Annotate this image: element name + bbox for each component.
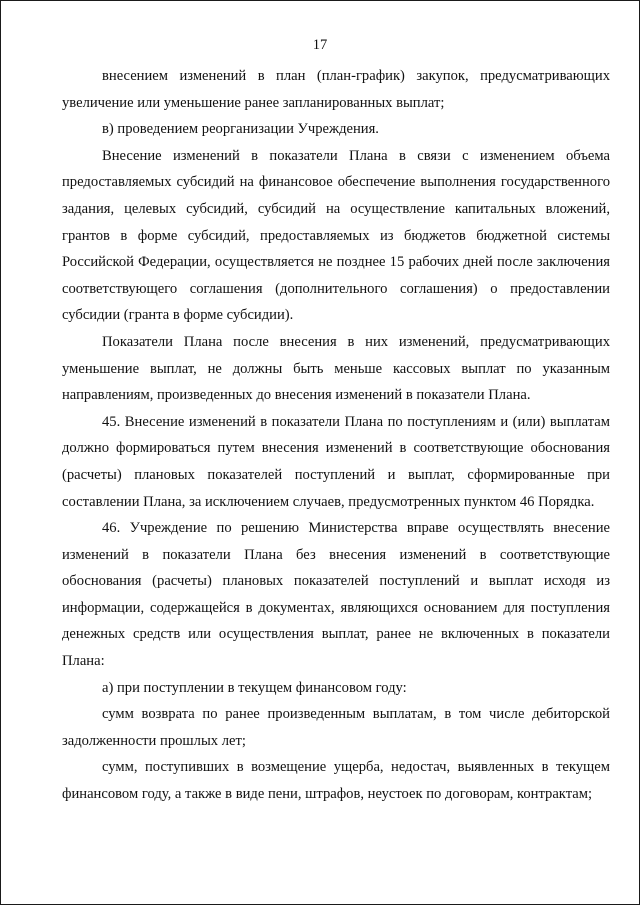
paragraph: 45. Внесение изменений в показатели Плана по поступлениям и (или) выплатам должно формироваться путем внесения изменений в соответствующие обоснования (расчеты) плановых показателей поступлений и выплат, сформированные при составлении Плана, за исключением случаев, предусмотренных пунктом 46 Порядка. — [62, 413, 610, 510]
paragraph: Внесение изменений в показатели Плана в связи с изменением объема предоставляемых субсидий на финансовое обеспечение выполнения государственного задания, целевых субсидий, субсидий на осуществление капитальных вложений, грантов в форме субсидий, предоставляемых из бюджетов бюджетной системы Российской Федерации, осуществляется не позднее 15 рабочих дней после заключения соответствующего соглашения (дополнительного соглашения) о предоставлении субсидии (гранта в форме субсидии). — [62, 147, 610, 324]
page-number: 17 — [312, 37, 328, 53]
paragraph: Показатели Плана после внесения в них изменений, предусматривающих уменьшение выплат, не должны быть меньше кассовых выплат по указанным направлениям, произведенных до внесения изменений в показатели Плана. — [62, 333, 610, 404]
paragraph: а) при поступлении в текущем финансовом году: — [102, 679, 407, 696]
paragraph: в) проведением реорганизации Учреждения. — [102, 121, 379, 138]
paragraph: 46. Учреждение по решению Министерства вправе осуществлять внесение изменений в показатели Плана без внесения изменений в соответствующие обоснования (расчеты) плановых показателей поступлений и выплат исходя из информации, содержащейся в документах, являющихся основанием для поступления денежных средств или осуществления выплат, ранее не включенных в показатели Плана: — [62, 520, 610, 670]
paragraph: сумм возврата по ранее произведенным выплатам, в том числе дебиторской задолженности прошлых лет; — [62, 706, 610, 749]
paragraph: сумм, поступивших в возмещение ущерба, недостач, выявленных в текущем финансовом году, а также в виде пени, штрафов, неустоек по договорам, контрактам; — [62, 759, 610, 803]
document-body — [62, 63, 610, 808]
paragraph: внесением изменений в план (план-график) закупок, предусматривающих увеличение или уменьшение ранее запланированных выплат; — [62, 68, 610, 111]
